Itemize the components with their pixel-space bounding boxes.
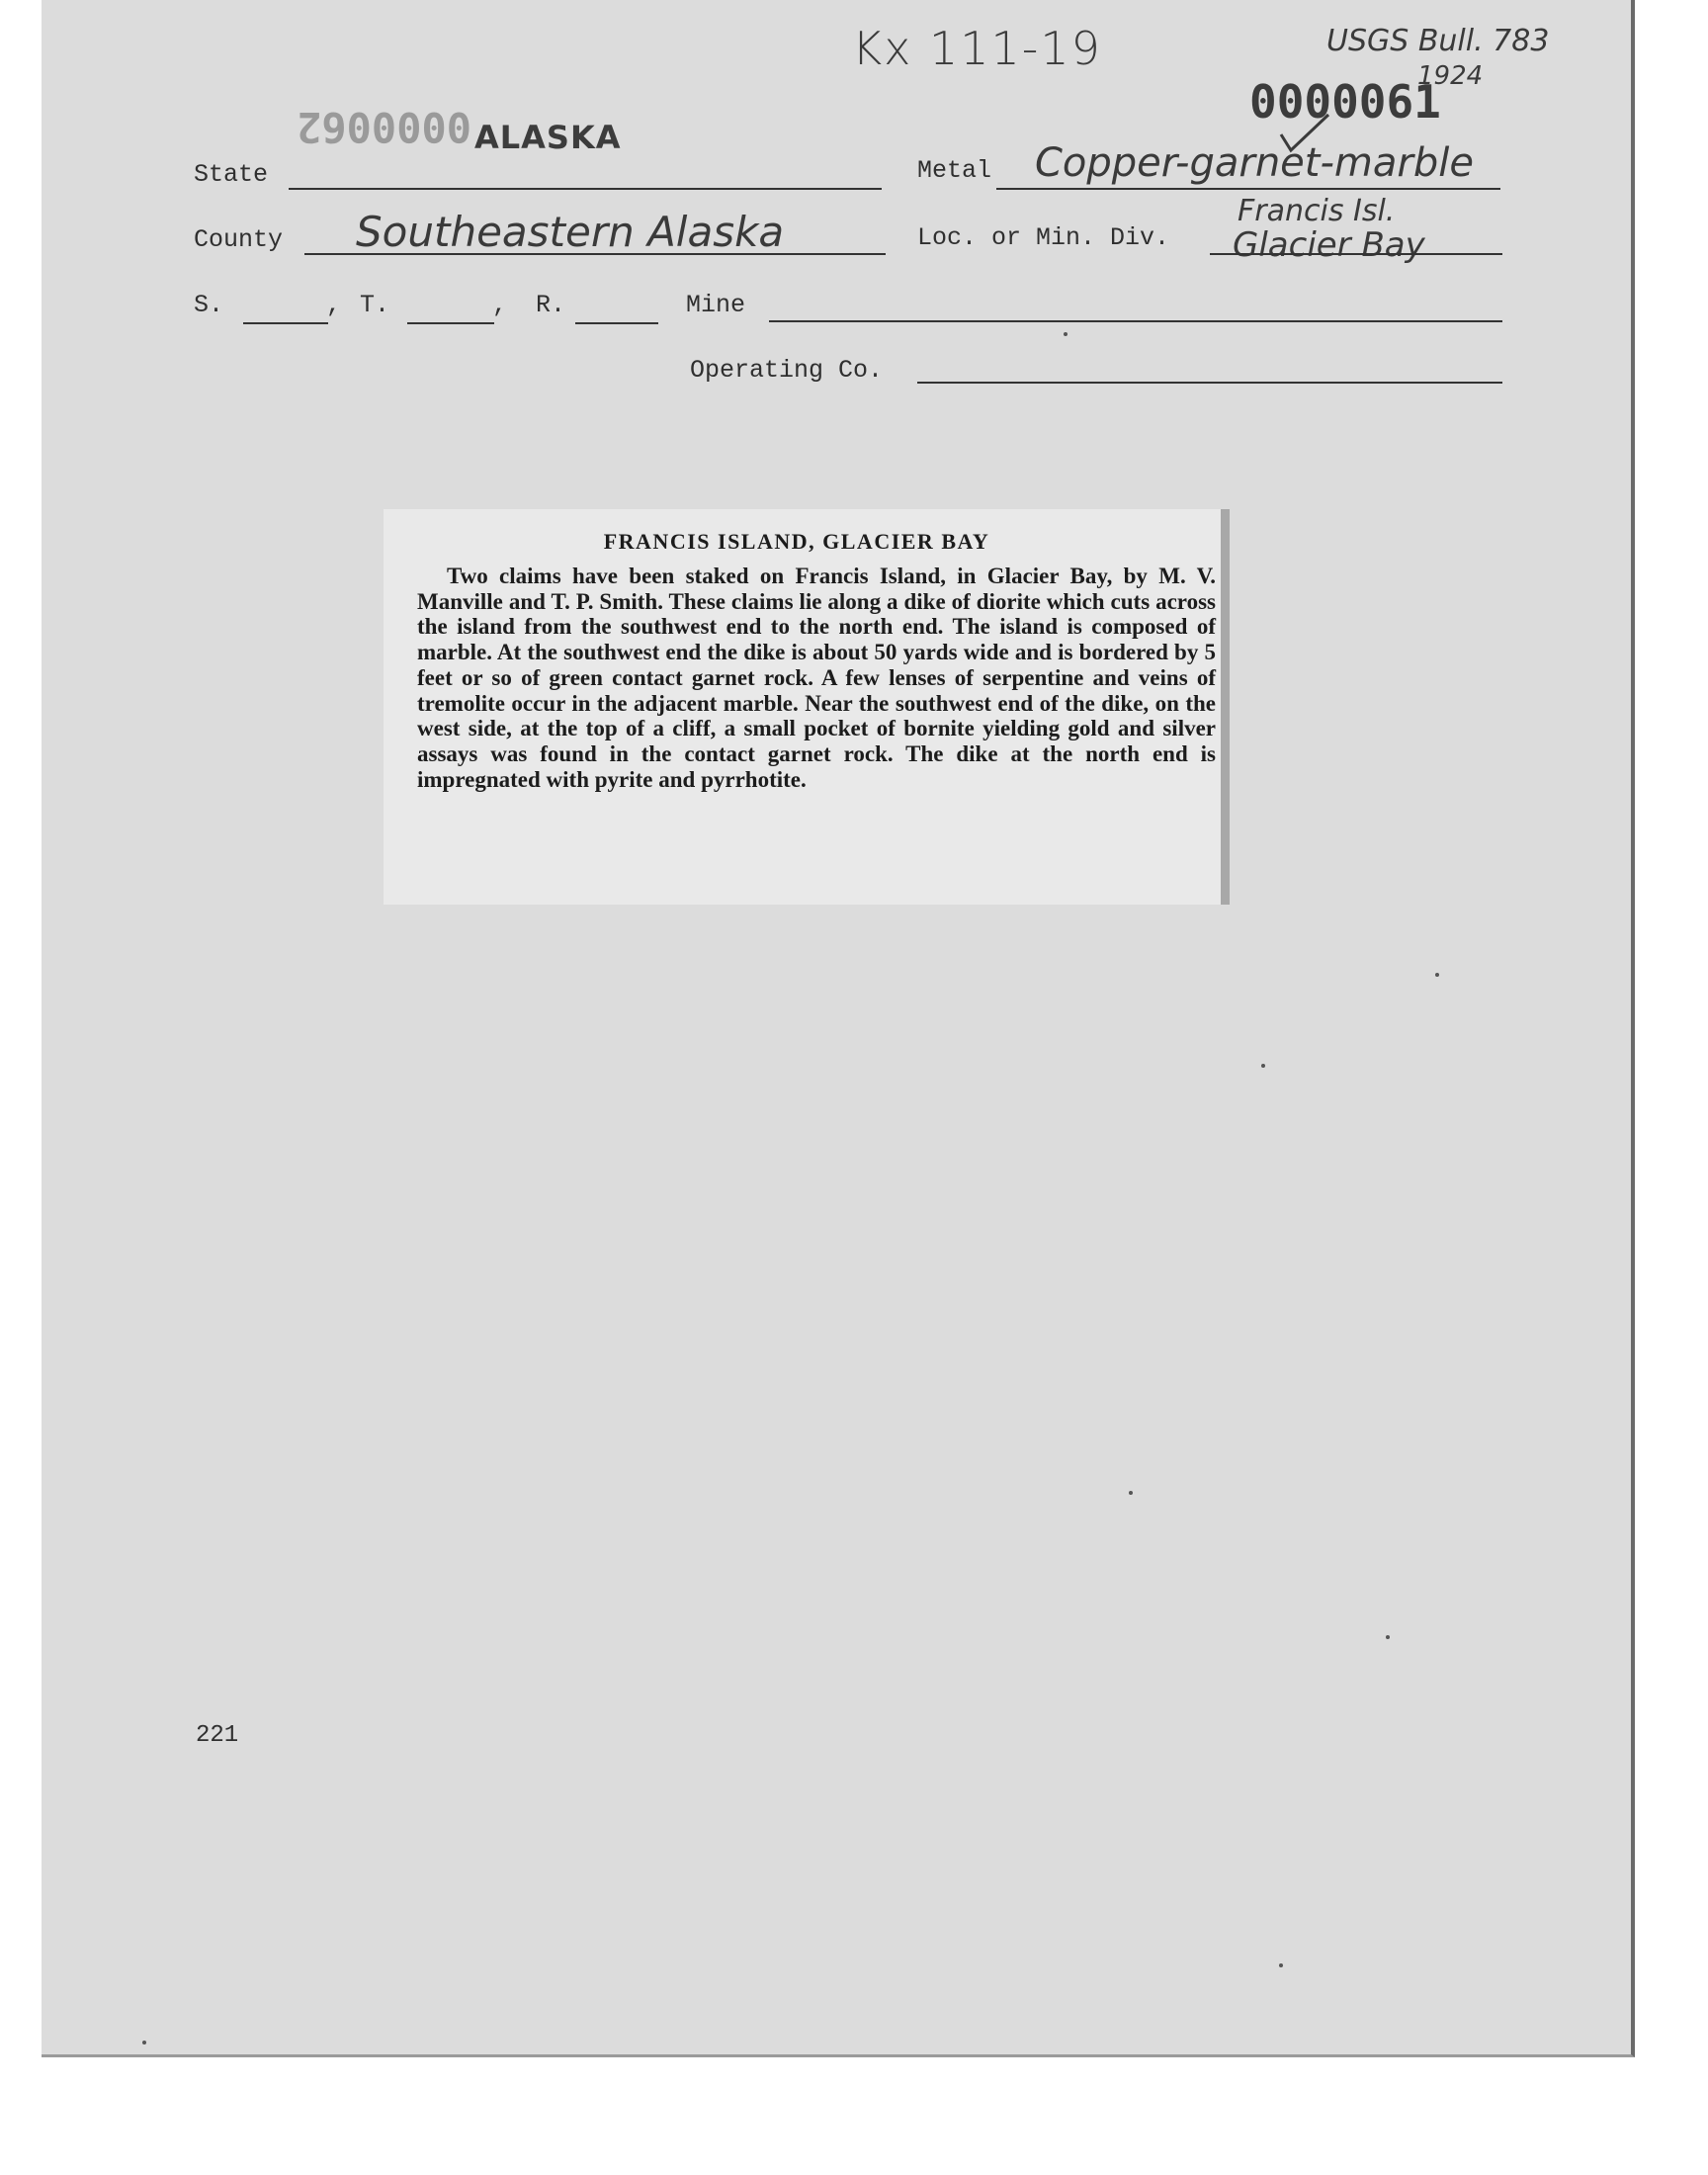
- loc-label: Loc. or Min. Div.: [917, 223, 1170, 252]
- index-card: Kx 111-19 USGS Bull. 783 1924 0000061 0000062 ALASKA State Metal Copper-garnet-marble County Southeastern Alaska Loc. or Min. Div. Francis Isl. Glacier Bay S. , T. , R. Mine Operating Co. FRANCIS ISLAND, GLACIER BAY Two claims have been staked on Francis Island, in Glacier Bay, by M. V. Manville and T. P. Smith. These claims lie along a dike of diorite which cuts across the island from the southwest end to the north end. The island is composed of marble. At the southwest end the dike is about 50 yards wide and is bordered by 5 feet or so of green contact garnet rock. A few lenses of serpentine and veins of tremolite occur in the adjacent marble. Near the southwest end of the dike, on the west side, at the top of a cliff, a small pocket of bornite yielding gold and silver assays was found in the contact garnet rock. The dike at the north end is impregnated with pyrite and pyrrhotite. 221: [42, 0, 1635, 2057]
- state-line: [289, 188, 882, 190]
- township-line: [407, 322, 494, 324]
- scan-speck: [1279, 1963, 1283, 1967]
- scan-speck: [142, 2041, 146, 2044]
- catalog-number: Kx 111-19: [852, 22, 1102, 75]
- operating-co-line: [917, 382, 1502, 384]
- page-number: 221: [196, 1722, 239, 1749]
- mine-label: Mine: [686, 291, 746, 319]
- range-label: R.: [536, 291, 566, 319]
- county-line: [304, 253, 886, 255]
- mine-line: [769, 320, 1502, 322]
- report-clipping: [384, 509, 1230, 905]
- metal-label: Metal: [917, 156, 992, 185]
- scan-speck: [1129, 1491, 1133, 1495]
- loc-line: [1210, 253, 1502, 255]
- clipping-title: FRANCIS ISLAND, GLACIER BAY: [603, 529, 990, 554]
- section-label: S.: [194, 291, 224, 319]
- range-line: [575, 322, 658, 324]
- county-label: County: [194, 225, 284, 254]
- state-value: ALASKA: [474, 119, 622, 156]
- loc-value-upper: Francis Isl.: [1238, 194, 1396, 228]
- metal-line: [996, 188, 1500, 190]
- source-year: 1924: [1417, 61, 1484, 91]
- county-value: Southeastern Alaska: [356, 208, 785, 256]
- section-line: [243, 322, 328, 324]
- metal-value: Copper-garnet-marble: [1035, 140, 1474, 186]
- stamp-number: 0000061: [1249, 75, 1441, 129]
- scan-speck: [1261, 1064, 1265, 1068]
- operating-co-label: Operating Co.: [690, 356, 884, 385]
- clipping-body: Two claims have been staked on Francis Island, in Glacier Bay, by M. V. Manville and T. P. Smith. These claims lie along a dike of diorite which cuts across the island from the southwest end to the north end. The island is composed of marble. At the southwest end the dike is about 50 yards wide and is bordered by 5 feet or so of green contact garnet rock. A few lenses of serpentine and veins of tremolite occur in the adjacent marble. Near the southwest end of the dike, on the west side, at the top of a cliff, a small pocket of bornite yielding gold and silver assays was found in the contact garnet rock. The dike at the north end is impregnated with pyrite and pyrrhotite.: [417, 564, 1216, 792]
- source-reference: USGS Bull. 783: [1326, 24, 1550, 58]
- loc-value: Glacier Bay: [1233, 225, 1425, 265]
- township-label: T.: [360, 291, 390, 319]
- state-label: State: [194, 160, 269, 189]
- mirrored-stamp: 0000062: [297, 103, 472, 151]
- scan-speck: [1435, 973, 1439, 977]
- scan-speck: [1386, 1635, 1390, 1639]
- scan-speck: [1064, 332, 1068, 336]
